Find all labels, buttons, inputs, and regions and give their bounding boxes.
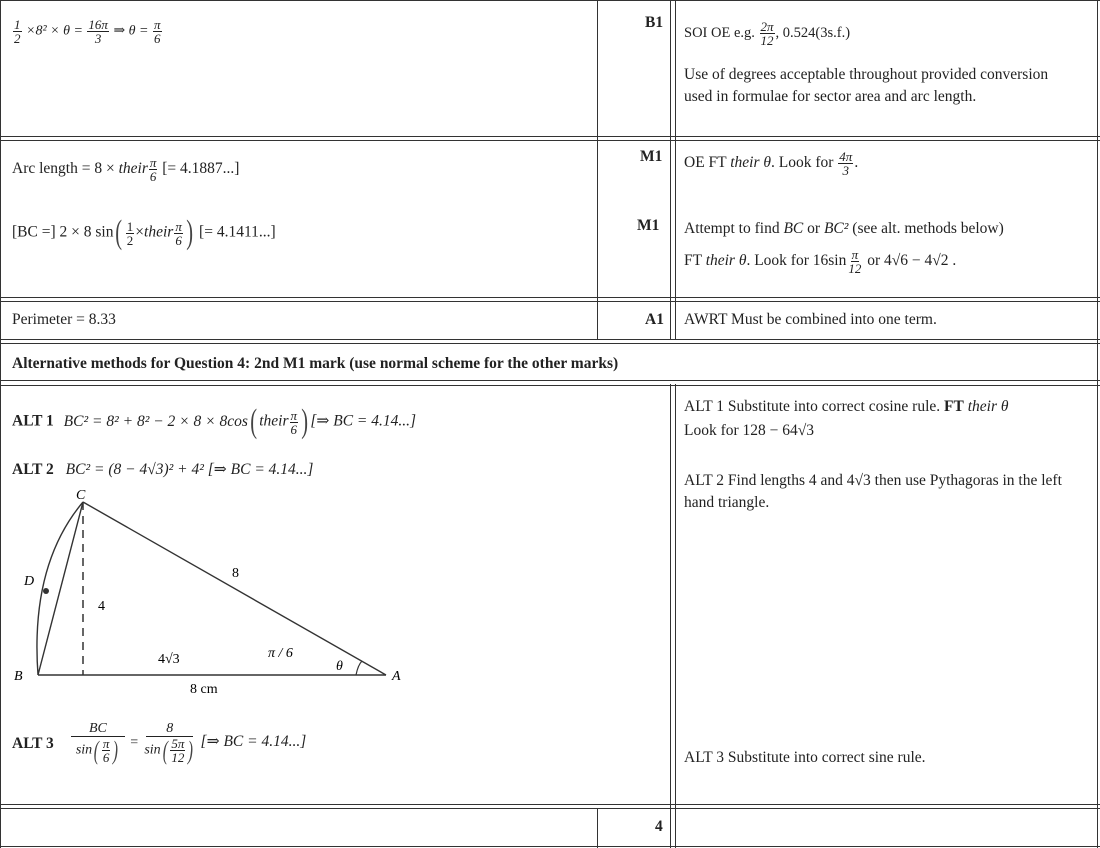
row1-half-num: 1 xyxy=(14,17,21,32)
alt3-fpi-num: 5π xyxy=(171,736,185,751)
alt3-paren1-open: ( xyxy=(93,735,100,765)
label-d: D xyxy=(24,574,35,589)
col-right-border xyxy=(1097,0,1098,848)
bottom-rule xyxy=(0,846,1100,847)
row3-half-num: 1 xyxy=(126,218,134,234)
row3-guid-bc: BC xyxy=(783,220,804,237)
triangle-diagram xyxy=(0,485,430,705)
col-alt-right-b xyxy=(675,384,676,808)
row1-guidance-text: Use of degrees acceptable throughout provided conversion used in formulae for sector area and arc length. xyxy=(684,66,1049,105)
point-d xyxy=(43,588,49,594)
alt1-eq-post: [⇒ BC = 4.14...] xyxy=(310,412,417,430)
alt3-eq-post: [⇒ BC = 4.14...] xyxy=(200,733,307,751)
alt3-pi-num: π xyxy=(102,736,110,751)
row3-guid-bc2: BC² xyxy=(823,220,849,237)
rule-total-b xyxy=(0,808,1100,809)
alt3-sin-5pi12 xyxy=(143,737,196,764)
alt3-sin2: sin xyxy=(144,742,161,758)
top-rule xyxy=(0,0,1100,1)
row2-left-their: their xyxy=(118,160,148,178)
rule-total xyxy=(0,804,1100,805)
alt2-eq: BC² = (8 − 4√3)² + 4² [⇒ BC = 4.14...] xyxy=(65,461,314,478)
row1-guid-2pi-den: 12 xyxy=(760,33,774,48)
row3-guid-look: . Look for 16sin xyxy=(746,252,847,270)
row1-guid-2pi-num: 2π xyxy=(760,19,774,34)
alt1-paren-open: ( xyxy=(250,403,257,440)
row3-pi-num: π xyxy=(175,218,182,234)
alt3-pi-den: 6 xyxy=(102,750,110,765)
alt3-equation xyxy=(70,722,306,764)
alt1-guid-ft: FT xyxy=(944,398,964,415)
row4-mark: A1 xyxy=(645,311,664,328)
row2-mark: M1 xyxy=(640,148,663,165)
row3-left-bc: [BC =] xyxy=(12,223,56,241)
row3-half-den: 2 xyxy=(126,232,134,248)
label-base: 8 cm xyxy=(190,682,218,697)
alt1-guid1: ALT 1 Substitute into correct cosine rule. xyxy=(684,398,941,415)
alt3-guidance: ALT 3 Substitute into correct sine rule. xyxy=(684,749,926,766)
row3-guid-line1: Attempt to find xyxy=(684,220,780,237)
alt1-pi-den: 6 xyxy=(290,421,297,437)
side-ca xyxy=(83,502,386,675)
row3-left xyxy=(12,216,276,250)
row2-guid-num: 4π xyxy=(839,149,853,164)
rule-alt-heading-b xyxy=(0,343,1100,344)
row1-equation xyxy=(12,18,163,45)
row1-mark: B1 xyxy=(645,14,664,31)
rule-alt-body xyxy=(0,380,1100,381)
row4-guidance: AWRT Must be combined into one term. xyxy=(684,311,937,328)
alt1-eq-pre: BC² = 8² + 8² − 2 × 8 × 8cos xyxy=(63,412,248,430)
col-total-right-b xyxy=(675,808,676,848)
alt3-paren2-open: ( xyxy=(162,735,168,765)
label-len-8: 8 xyxy=(232,566,239,581)
alt2-guidance: ALT 2 Find lengths 4 and 4√3 then use Pythagoras in the left hand triangle. xyxy=(684,472,1062,512)
rule-row2b xyxy=(0,140,1100,141)
alt3-sin-pi6 xyxy=(75,737,121,764)
alt1-pi-num: π xyxy=(290,407,298,423)
row3-guidance-line2 xyxy=(684,248,956,275)
row2-guidance xyxy=(684,150,858,177)
alt2-label: ALT 2 xyxy=(12,461,54,478)
col-total-left xyxy=(597,808,598,848)
row3-guid-line1b: (see alt. methods below) xyxy=(852,220,1004,237)
row3-guid-or: or xyxy=(807,220,821,237)
row3-guid-pi-den: 12 xyxy=(848,261,862,276)
label-angle-theta: θ xyxy=(336,659,343,674)
label-angle-pi6: π / 6 xyxy=(268,646,293,661)
alt3-label: ALT 3 xyxy=(12,735,54,752)
alt-heading: Alternative methods for Question 4: 2nd M1 mark (use normal scheme for the other marks) xyxy=(12,355,619,372)
row1-pi-den: 6 xyxy=(154,31,161,46)
row1-pi-num: π xyxy=(154,17,161,32)
col-alt-right xyxy=(670,384,671,808)
row2-frac-den: 6 xyxy=(149,169,157,184)
row2-left-post: [= 4.1887...] xyxy=(162,160,240,178)
row2-left xyxy=(12,156,239,183)
label-c: C xyxy=(76,488,86,503)
col-total-right xyxy=(670,808,671,848)
row3-guid-roots: 4√6 − 4√2 . xyxy=(884,252,957,270)
row3-guid-their: their θ xyxy=(705,252,747,270)
row2-guid-den: 3 xyxy=(842,163,850,178)
row1-eq-mid: ×8² × θ = xyxy=(26,23,83,39)
row1-16pi-num: 16π xyxy=(88,17,108,32)
row3-guid-pi-num: π xyxy=(851,247,859,262)
row1-16pi-den: 3 xyxy=(94,31,102,46)
row3-times: × xyxy=(135,223,145,241)
row2-guid-end: . xyxy=(854,154,859,172)
col-mark-right xyxy=(670,0,671,340)
label-len-4: 4 xyxy=(98,599,105,614)
row2-guid-their: their θ xyxy=(730,154,771,172)
rule-alt-body-b xyxy=(0,385,1100,386)
alt1-guid-their: their θ xyxy=(967,398,1009,415)
col-mark-right-b xyxy=(675,0,676,340)
alt3-paren2-close: ) xyxy=(188,735,194,765)
angle-arc xyxy=(356,661,362,675)
row1-guid-soi: SOI OE e.g. xyxy=(684,24,755,41)
alt1-label: ALT 1 xyxy=(12,412,54,430)
rule-row4 xyxy=(0,297,1100,298)
alt1-their: their xyxy=(259,412,289,430)
row3-mark: M1 xyxy=(637,217,660,234)
row3-paren-close: ) xyxy=(186,214,193,251)
alt2-equation xyxy=(12,461,313,479)
row1-guid-dec: , 0.524(3s.f.) xyxy=(775,24,851,41)
alt3-equals: = xyxy=(129,735,139,751)
alt1-guidance-line1 xyxy=(684,398,1008,416)
alt1-paren-close: ) xyxy=(301,403,309,440)
row3-paren-open: ( xyxy=(115,214,123,251)
alt3-eight: 8 xyxy=(146,722,193,737)
row2-guid-look: . Look for xyxy=(771,154,834,172)
alt1-guidance-line2: Look for 128 − 64√3 xyxy=(684,422,815,439)
alt3-sin: sin xyxy=(75,742,93,758)
row3-guidance-line1 xyxy=(684,220,1004,238)
label-b: B xyxy=(14,669,23,684)
rule-row2 xyxy=(0,136,1100,137)
rule-alt-heading xyxy=(0,339,1100,340)
row3-guid-or2: or xyxy=(867,252,881,270)
label-a: A xyxy=(392,669,401,684)
label-len-4r3: 4√3 xyxy=(158,652,180,667)
col-left-border xyxy=(0,0,1,848)
total-marks: 4 xyxy=(655,818,663,835)
row2-left-pre: Arc length = 8 × xyxy=(12,160,115,178)
row3-guid-ft: FT xyxy=(684,252,702,270)
row3-their: their xyxy=(144,223,174,241)
alt1-equation xyxy=(12,405,416,439)
alt3-fpi-den: 12 xyxy=(171,750,185,765)
row3-left-post: [= 4.1411...] xyxy=(199,223,276,241)
col-mark-left xyxy=(597,0,598,340)
row2-guid-pre: OE FT xyxy=(684,154,727,172)
alt3-paren1-close: ) xyxy=(113,735,119,765)
row3-left-mid: 2 × 8 sin xyxy=(59,223,114,241)
row3-pi-den: 6 xyxy=(175,232,182,248)
alt3-bc: BC xyxy=(71,722,125,737)
row1-implies: ⇒ θ = xyxy=(113,23,149,39)
row2-frac-num: π xyxy=(149,155,157,170)
rule-row4b xyxy=(0,301,1100,302)
row1-guidance-soi xyxy=(684,20,850,47)
row4-left: Perimeter = 8.33 xyxy=(12,311,116,328)
row1-half-den: 2 xyxy=(14,31,21,46)
